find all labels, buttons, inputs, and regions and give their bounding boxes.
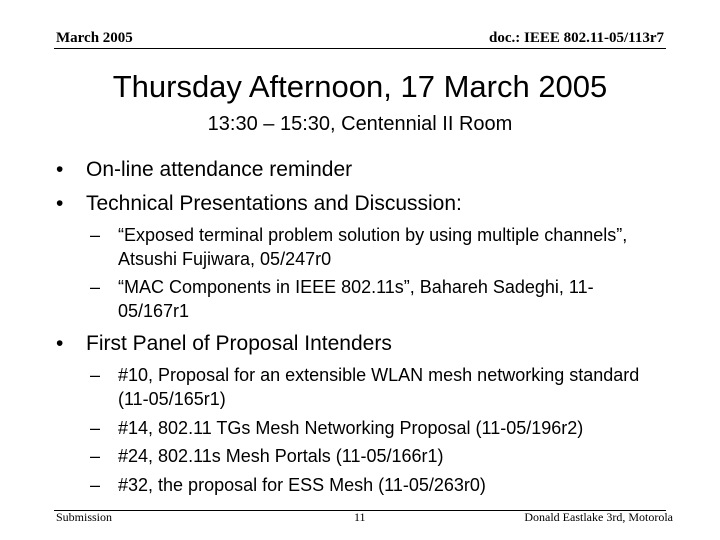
- sub-bullet-text: #32, the proposal for ESS Mesh (11-05/263r0): [118, 475, 486, 495]
- footer-author: Donald Eastlake 3rd, Motorola: [524, 510, 673, 524]
- sub-bullet-marker: –: [90, 365, 101, 385]
- bullet-text: On-line attendance reminder: [86, 158, 353, 181]
- bullet-marker: •: [56, 332, 64, 355]
- sub-bullet-text: #24, 802.11s Mesh Portals (11-05/166r1): [118, 446, 444, 466]
- bullet-marker: •: [56, 158, 64, 181]
- sub-bullet-text: #10, Proposal for an extensible WLAN mesh networking standard (11-05/165r1): [118, 365, 640, 409]
- sub-bullet-text: “MAC Components in IEEE 802.11s”, Bahareh Sadeghi, 11-05/167r1: [118, 277, 594, 321]
- sub-bullet-text: “Exposed terminal problem solution by using multiple channels”, Atsushi Fujiwara, 05/247r0: [118, 225, 628, 269]
- slide-subtitle: 13:30 – 15:30, Centennial II Room: [207, 113, 513, 135]
- sub-bullet-marker: –: [90, 446, 101, 466]
- sub-bullet-marker: –: [90, 277, 101, 297]
- header-date: March 2005: [56, 30, 133, 46]
- sub-bullet-marker: –: [90, 225, 101, 245]
- header-doc-id: doc.: IEEE 802.11-05/113r7: [488, 30, 664, 46]
- slide-title: Thursday Afternoon, 17 March 2005: [112, 69, 608, 104]
- footer-submission: Submission: [56, 510, 113, 524]
- bullet-marker: •: [56, 192, 64, 215]
- footer-page-number: 11: [354, 510, 366, 524]
- sub-bullet-marker: –: [90, 418, 101, 438]
- header-divider: [54, 48, 666, 49]
- bullet-text: Technical Presentations and Discussion:: [86, 192, 462, 215]
- bullet-text: First Panel of Proposal Intenders: [86, 332, 392, 355]
- sub-bullet-marker: –: [90, 475, 101, 495]
- sub-bullet-text: #14, 802.11 TGs Mesh Networking Proposal (11-05/196r2): [118, 418, 584, 438]
